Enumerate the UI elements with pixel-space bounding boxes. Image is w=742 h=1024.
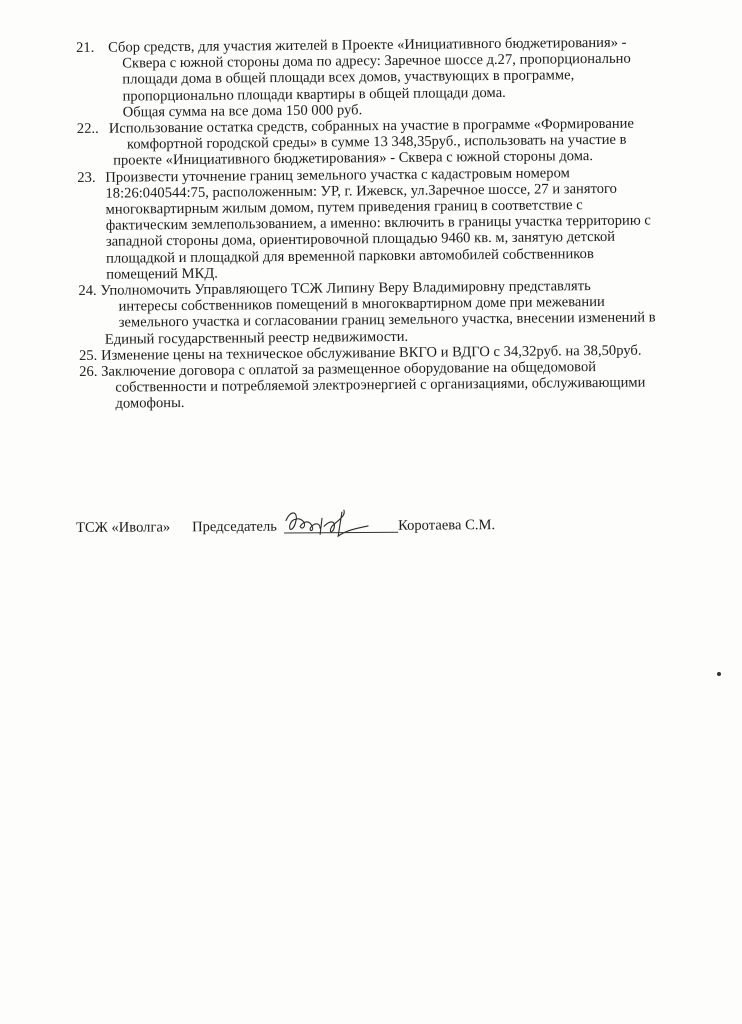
- text-line: собственности и потребляемой электроэнергией с организациями, обслуживающими: [115, 374, 646, 396]
- resolution-list: [76, 34, 690, 413]
- list-item-24: [78, 277, 689, 348]
- text-line: помещений МКД.: [106, 265, 218, 283]
- text-line: пропорционально площади квартиры в общей площади дома.: [122, 84, 506, 105]
- item-number: 22..: [76, 120, 99, 138]
- text-line: комфортной городской среды» в сумме 13 348,35руб., использовать на участие в: [126, 131, 627, 153]
- item-text: [101, 358, 689, 412]
- signer-name: Коротаева С.М.: [397, 517, 496, 534]
- organization-name: ТСЖ «Иволга»: [76, 519, 171, 536]
- item-number: 25.: [78, 347, 98, 364]
- handwritten-signature: [280, 506, 370, 543]
- text-line: площади дома в общей площади всех домов, участвующих в программе,: [122, 67, 575, 88]
- item-text: [109, 115, 687, 169]
- list-item-26: [79, 358, 689, 412]
- text-line: Единый государственный реестр недвижимости.: [104, 328, 409, 348]
- text-line: многоквартирным жилым домом, путем приведения границ в соответствие с: [105, 197, 583, 218]
- text-line: западной стороны дома, ориентировочной площадью 9460 кв. м, занятую детской: [105, 229, 616, 251]
- item-number: 24.: [78, 282, 97, 300]
- text-line: Заключение договора с оплатой за размещенное оборудование на общедомовой: [101, 359, 597, 380]
- text-line: 18:26:040544:75, расположенным: УР, г. Ижевск, ул.Заречное шоссе, 27 и занятого: [105, 180, 618, 202]
- signature-block: [76, 516, 686, 536]
- text-line: Сбор средств, для участия жителей в Проекте «Инициативного бюджетирования» -: [107, 34, 627, 56]
- text-line: фактическим землепользованием, а именно: включить в границы участка территорию с: [105, 212, 651, 234]
- text-line: домофоны.: [115, 395, 185, 413]
- item-number: 21.: [76, 39, 95, 56]
- text-line: земельного участка и согласовании границ земельного участка, внесении изменений в: [118, 309, 656, 332]
- list-item-23: [77, 164, 688, 283]
- text-line: проекте «Инициативного бюджетирования» - Сквера с южной стороны дома.: [113, 148, 594, 170]
- text-line: Произвести уточнение границ земельного участка с кадастровым номером: [105, 164, 570, 186]
- text-line: Изменение цены на техническое обслуживание ВКГО и ВДГО с 34,32руб. на 38,50руб.: [100, 342, 642, 364]
- text-line: интересы собственников помещений в многоквартирном доме при межевании: [118, 294, 605, 315]
- item-text: [100, 277, 689, 347]
- item-number: 23.: [77, 169, 96, 186]
- item-number: 26.: [79, 363, 98, 381]
- list-item-21: [76, 34, 687, 121]
- list-item-22: [77, 115, 687, 169]
- text-line: Уполномочить Управляющего ТСЖ Липину Веру Владимировну представлять: [100, 278, 591, 299]
- scan-speck: [717, 672, 721, 676]
- text-line: Сквера с южной стороны дома по адресу: Заречное шоссе д.27, пропорционально: [122, 50, 631, 72]
- text-line: Общая сумма на все дома 150 000 руб.: [122, 102, 363, 121]
- text-line: Использование остатка средств, собранных на участие в программе «Формирование: [108, 115, 634, 137]
- item-text: [108, 34, 687, 121]
- signer-role: Председатель: [191, 518, 277, 536]
- item-text: [105, 164, 688, 283]
- text-line: площадкой и площадкой для временной парковки автомобилей собственников: [106, 245, 594, 267]
